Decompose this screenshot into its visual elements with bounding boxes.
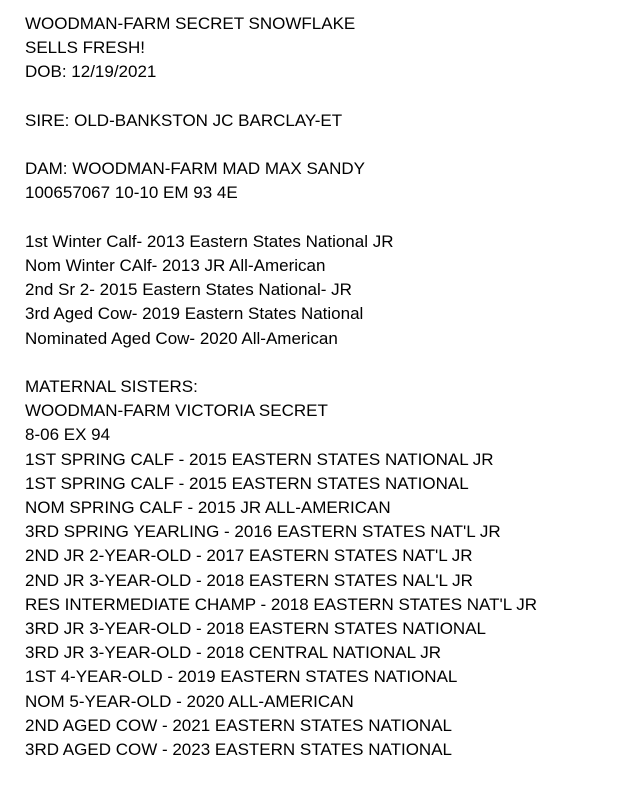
dam-award: 1st Winter Calf- 2013 Eastern States National JR [25, 231, 394, 251]
animal-name: WOODMAN-FARM SECRET SNOWFLAKE [25, 14, 356, 33]
dam-line: DAM: WOODMAN-FARM MAD MAX SANDY [25, 159, 366, 179]
pedigree-document [25, 12, 625, 762]
sister-award: 1ST SPRING CALF - 2015 EASTERN STATES NATIONAL JR [25, 449, 494, 469]
sister-award: RES INTERMEDIATE CHAMP - 2018 EASTERN STATES NAT'L JR [25, 594, 538, 614]
sister-award: NOM 5-YEAR-OLD - 2020 ALL-AMERICAN [25, 691, 354, 711]
sire-line: SIRE: OLD-BANKSTON JC BARCLAY-ET [25, 110, 343, 130]
sister-award: 1ST 4-YEAR-OLD - 2019 EASTERN STATES NATIONAL [25, 667, 458, 687]
sister-award: 3RD JR 3-YEAR-OLD - 2018 EASTERN STATES NATIONAL [25, 619, 487, 639]
sister-award: 2ND AGED COW - 2021 EASTERN STATES NATIONAL [25, 715, 452, 735]
sister-award: 2ND JR 2-YEAR-OLD - 2017 EASTERN STATES NAT'L JR [25, 546, 473, 566]
sister-award: 2ND JR 3-YEAR-OLD - 2018 EASTERN STATES NAL'L JR [25, 570, 473, 590]
sister-name: WOODMAN-FARM VICTORIA SECRET [25, 401, 328, 421]
date-of-birth: DOB: 12/19/2021 [25, 62, 157, 82]
dam-award: 3rd Aged Cow- 2019 Eastern States National [25, 304, 364, 324]
sister-awards-list [25, 448, 625, 763]
dam-award: Nom Winter CAlf- 2013 JR All-American [25, 255, 326, 275]
sister-award: 3RD SPRING YEARLING - 2016 EASTERN STATES NAT'L JR [25, 522, 501, 542]
sale-status: SELLS FRESH! [25, 38, 145, 58]
spacer [25, 85, 625, 109]
dam-award: Nominated Aged Cow- 2020 All-American [25, 328, 338, 348]
dam-awards-list [25, 230, 625, 351]
spacer [25, 206, 625, 230]
sister-award: NOM SPRING CALF - 2015 JR ALL-AMERICAN [25, 498, 391, 517]
spacer [25, 351, 625, 375]
spacer [25, 133, 625, 157]
sister-award: 3RD AGED COW - 2023 EASTERN STATES NATIONAL [25, 740, 452, 760]
sister-award: 1ST SPRING CALF - 2015 EASTERN STATES NATIONAL [25, 473, 469, 493]
sister-award: 3RD JR 3-YEAR-OLD - 2018 CENTRAL NATIONAL JR [25, 643, 441, 663]
dam-record: 100657067 10-10 EM 93 4E [25, 183, 238, 203]
dam-award: 2nd Sr 2- 2015 Eastern States National- JR [25, 280, 352, 300]
maternal-sisters-heading: MATERNAL SISTERS: [25, 376, 198, 396]
sister-score: 8-06 EX 94 [25, 425, 111, 445]
